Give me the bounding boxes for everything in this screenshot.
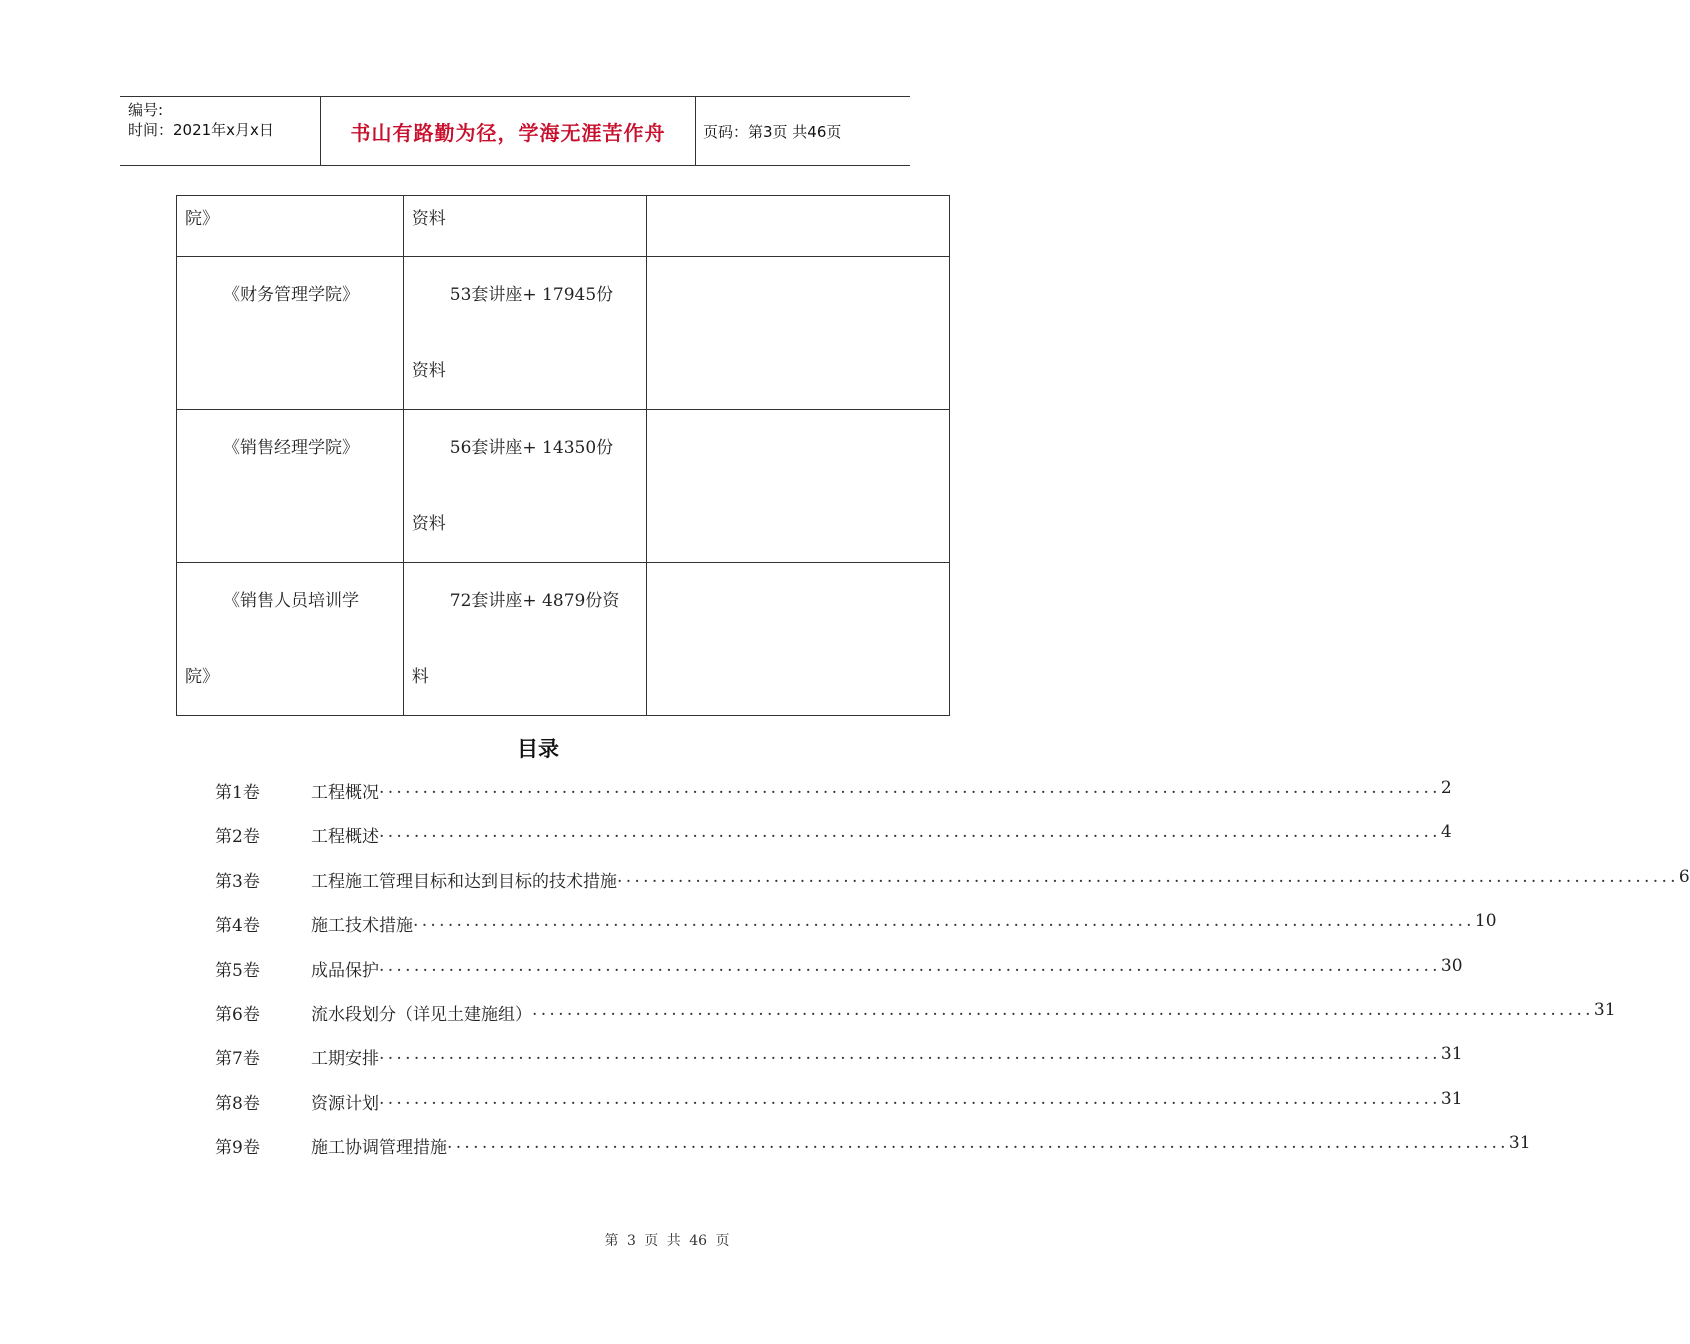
- toc-item[interactable]: [215, 866, 1690, 911]
- resource-table: [176, 195, 950, 716]
- header-page-cell: [695, 97, 910, 165]
- table-cell: [646, 410, 949, 563]
- header-meta: [120, 97, 320, 165]
- toc-page-number: 31: [1440, 1044, 1463, 1065]
- toc-item[interactable]: [215, 822, 1452, 866]
- toc-item[interactable]: [215, 955, 1463, 1000]
- toc-item[interactable]: [215, 778, 1452, 822]
- toc-leader-dots: ..........................................................................................................................: [532, 999, 1594, 1020]
- toc-page-number: 31: [1508, 1133, 1531, 1154]
- toc-leader-dots: ..........................................................................................................................: [379, 1088, 1441, 1109]
- toc-item[interactable]: [215, 1044, 1463, 1088]
- table-cell: 《销售经理学院》: [177, 410, 404, 563]
- table-cell: 资料: [403, 196, 646, 257]
- toc-entry-title: 流水段划分（详见土建施组）: [311, 1004, 532, 1025]
- table-cell: [646, 196, 949, 257]
- table-cell: 53套讲座+ 17945份 资料: [403, 257, 646, 410]
- toc-entry: [311, 778, 1452, 803]
- toc-leader-dots: ..........................................................................................................................: [447, 1133, 1509, 1154]
- toc-entry-title: 工程概况: [311, 783, 379, 803]
- table-row: [177, 196, 950, 257]
- table-of-contents: [215, 778, 1690, 1178]
- toc-entry-title: 资源计划: [311, 1093, 379, 1114]
- toc-page-number: 31: [1593, 999, 1616, 1020]
- toc-item[interactable]: [215, 1133, 1531, 1177]
- motto: 书山有路勤为径，学海无涯苦作舟: [350, 120, 666, 145]
- toc-item[interactable]: [215, 999, 1616, 1044]
- toc-volume: 第1卷: [215, 783, 260, 803]
- toc-entry: [311, 822, 1452, 848]
- toc-leader-dots: ..........................................................................................................................: [379, 1044, 1441, 1065]
- toc-page-number: 31: [1440, 1088, 1463, 1109]
- toc-entry-title: 成品保护: [311, 960, 379, 981]
- table-cell: 72套讲座+ 4879份资 料: [403, 563, 646, 716]
- table-cell: 56套讲座+ 14350份 资料: [403, 410, 646, 563]
- toc-volume: 第6卷: [215, 1004, 260, 1025]
- toc-entry: [311, 1133, 1531, 1159]
- toc-volume: 第8卷: [215, 1093, 260, 1114]
- toc-entry-title: 工程概述: [311, 827, 379, 848]
- table-cell: [646, 257, 949, 410]
- toc-leader-dots: ..........................................................................................................................: [617, 866, 1679, 887]
- header-motto-cell: [320, 97, 696, 165]
- toc-volume: 第3卷: [215, 871, 260, 892]
- toc-item[interactable]: [215, 911, 1497, 955]
- table-cell: 《财务管理学院》: [177, 257, 404, 410]
- table-cell: 《销售人员培训学 院》: [177, 563, 404, 716]
- toc-page-number: 4: [1440, 822, 1452, 843]
- toc-item[interactable]: [215, 1088, 1463, 1133]
- page-header: [120, 96, 910, 166]
- toc-entry: [311, 999, 1616, 1025]
- page-number-label: 页码：第3页 共46页: [703, 122, 842, 141]
- toc-volume: 第7卷: [215, 1049, 260, 1070]
- serial-label: 编号:: [128, 101, 164, 119]
- toc-page-number: 10: [1474, 911, 1497, 932]
- toc-leader-dots: ..........................................................................................................................: [379, 955, 1441, 976]
- toc-page-number: 6: [1678, 866, 1690, 887]
- toc-volume: 第2卷: [215, 827, 260, 848]
- table-row: [177, 563, 950, 716]
- toc-entry-title: 施工协调管理措施: [311, 1138, 447, 1159]
- toc-leader-dots: ..........................................................................................................................: [379, 822, 1441, 843]
- toc-entry-title: 工程施工管理目标和达到目标的技术措施: [311, 871, 617, 892]
- toc-leader-dots: ..........................................................................................................................: [413, 911, 1475, 932]
- toc-entry: [311, 1088, 1463, 1114]
- table-row: [177, 410, 950, 563]
- toc-page-number: 2: [1440, 778, 1452, 798]
- table-cell: 院》: [177, 196, 404, 257]
- toc-volume: 第5卷: [215, 960, 260, 981]
- toc-volume: 第4卷: [215, 916, 260, 937]
- table-cell: [646, 563, 949, 716]
- toc-volume: 第9卷: [215, 1138, 260, 1159]
- toc-page-number: 30: [1440, 955, 1463, 976]
- time-label: 时间：2021年x月x日: [128, 121, 274, 139]
- toc-entry-title: 工期安排: [311, 1049, 379, 1070]
- toc-leader-dots: ..........................................................................................................................: [379, 778, 1441, 798]
- table-row: [177, 257, 950, 410]
- page-footer: 第 3 页 共 46 页: [604, 1233, 730, 1249]
- toc-entry: [311, 911, 1497, 937]
- toc-title: 目录: [517, 737, 559, 761]
- toc-entry: [311, 955, 1463, 981]
- toc-entry: [311, 1044, 1463, 1070]
- toc-entry-title: 施工技术措施: [311, 916, 413, 937]
- toc-entry: [311, 866, 1690, 892]
